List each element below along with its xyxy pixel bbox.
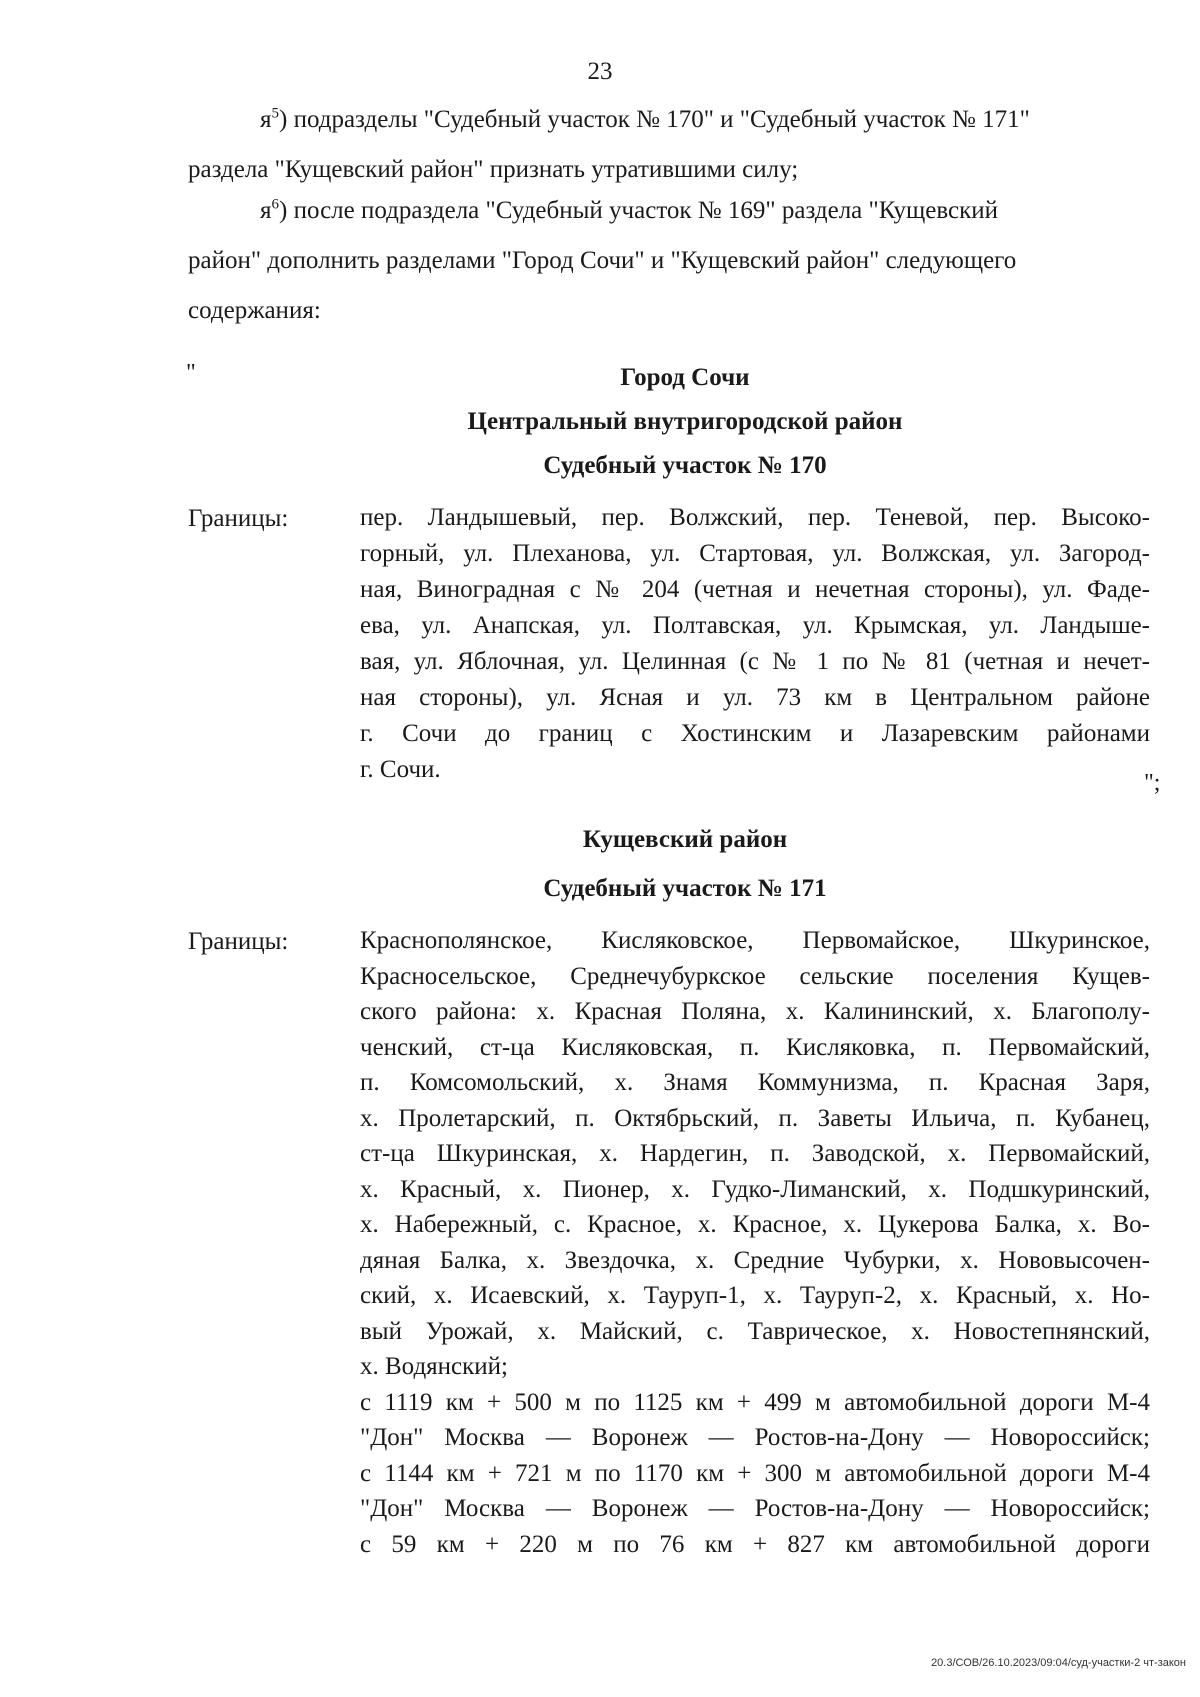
boundary-line: ст-ца Шкуринская, х. Нардегин, п. Заводской, х. Первомайский, <box>360 1140 1150 1167</box>
boundaries-text-171 <box>360 923 1150 1562</box>
boundary-line: ченский, ст-ца Кисляковская, п. Кисляковка, п. Первомайский, <box>360 1033 1150 1061</box>
section-title-kushchevsky: Кущевский район <box>582 826 788 853</box>
opening-quote: " <box>186 360 196 386</box>
paragraph-text-line: ) подразделы "Судебный участок № 170" и "Судебный участок № 171" <box>279 106 1030 133</box>
paragraph-ya6 <box>188 186 1166 336</box>
boundary-line: Красносельское, Среднечубуркское сельские поселения Кущев- <box>360 962 1150 990</box>
boundary-line: х. Водянский; <box>360 1353 508 1380</box>
boundary-line: п. Комсомольский, х. Знамя Коммунизма, п. Красная Заря, <box>360 1069 1150 1096</box>
boundaries-text-170 <box>360 500 1150 788</box>
item-marker: я <box>260 106 272 133</box>
boundary-line: г. Сочи до границ с Хостинским и Лазаревским районами <box>360 720 1150 747</box>
boundary-line: ева, ул. Анапская, ул. Полтавская, ул. Крымская, ул. Ландыше- <box>360 612 1150 639</box>
boundary-line: "Дон" Москва — Воронеж — Ростов-на-Дону — Новороссийск; <box>360 1424 1150 1451</box>
boundaries-label: Границы: <box>188 505 289 532</box>
paragraph-ya5 <box>188 95 1166 195</box>
boundary-line: с 1119 км + 500 м по 1125 км + 499 м автомобильной дороги М-4 <box>360 1388 1150 1416</box>
boundary-line: г. Сочи. <box>360 756 441 783</box>
boundary-line: х. Набережный, с. Красное, х. Красное, х. Цукерова Балка, х. Во- <box>360 1211 1150 1238</box>
boundary-line: ский, х. Исаевский, х. Тауруп-1, х. Тауруп-2, х. Красный, х. Но- <box>360 1282 1150 1309</box>
boundary-line: ная стороны), ул. Ясная и ул. 73 км в Центральном районе <box>360 684 1150 711</box>
paragraph-text-line: раздела "Кущевский район" признать утратившими силу; <box>188 156 799 183</box>
item-marker-superscript: 6 <box>271 196 279 213</box>
page-number: 23 <box>587 58 613 85</box>
section-subtitle-central-district: Центральный внутригородской район <box>467 408 903 435</box>
document-footer: 20.3/СОВ/26.10.2023/09:04/суд-участки-2 чт-закон <box>931 1657 1186 1669</box>
item-marker: я <box>260 197 272 224</box>
boundary-line: Краснополянское, Кисляковское, Первомайское, Шкуринское, <box>360 927 1150 954</box>
boundary-line: дяная Балка, х. Звездочка, х. Средние Чубурки, х. Нововысочен- <box>360 1246 1150 1274</box>
paragraph-text-line: ) после подраздела "Судебный участок № 169" раздела "Кущевский <box>279 197 999 224</box>
boundary-line: вая, ул. Яблочная, ул. Целинная (с № 1 по № 81 (четная и нечет- <box>360 648 1150 675</box>
district-heading-170: Судебный участок № 170 <box>543 452 827 479</box>
boundary-line: горный, ул. Плеханова, ул. Стартовая, ул. Волжская, ул. Загород- <box>360 540 1150 567</box>
paragraph-text-line: содержания: <box>188 297 321 324</box>
section-title-sochi: Город Сочи <box>620 364 750 391</box>
boundary-line: пер. Ландышевый, пер. Волжский, пер. Теневой, пер. Высоко- <box>360 504 1150 531</box>
boundary-line: с 59 км + 220 м по 76 км + 827 км автомобильной дороги <box>360 1530 1150 1558</box>
boundary-line: ского района: х. Красная Поляна, х. Калининский, х. Благополу- <box>360 998 1150 1025</box>
boundary-line: вый Урожай, х. Майский, с. Таврическое, х. Новостепнянский, <box>360 1317 1150 1345</box>
boundary-line: х. Пролетарский, п. Октябрьский, п. Заветы Ильича, п. Кубанец, <box>360 1104 1150 1132</box>
boundary-line: "Дон" Москва — Воронеж — Ростов-на-Дону — Новороссийск; <box>360 1495 1150 1522</box>
district-heading-171: Судебный участок № 171 <box>543 875 827 902</box>
item-marker-superscript: 5 <box>271 105 279 122</box>
boundary-line: ная, Виноградная с № 204 (четная и нечетная стороны), ул. Фаде- <box>360 576 1150 603</box>
closing-quote: "; <box>1144 770 1161 796</box>
boundaries-label: Границы: <box>188 928 289 955</box>
boundary-line: х. Красный, х. Пионер, х. Гудко-Лиманский, х. Подшкуринский, <box>360 1175 1150 1203</box>
boundary-line: с 1144 км + 721 м по 1170 км + 300 м автомобильной дороги М-4 <box>360 1459 1150 1487</box>
paragraph-text-line: район" дополнить разделами "Город Сочи" и "Кущевский район" следующего <box>188 247 1017 274</box>
